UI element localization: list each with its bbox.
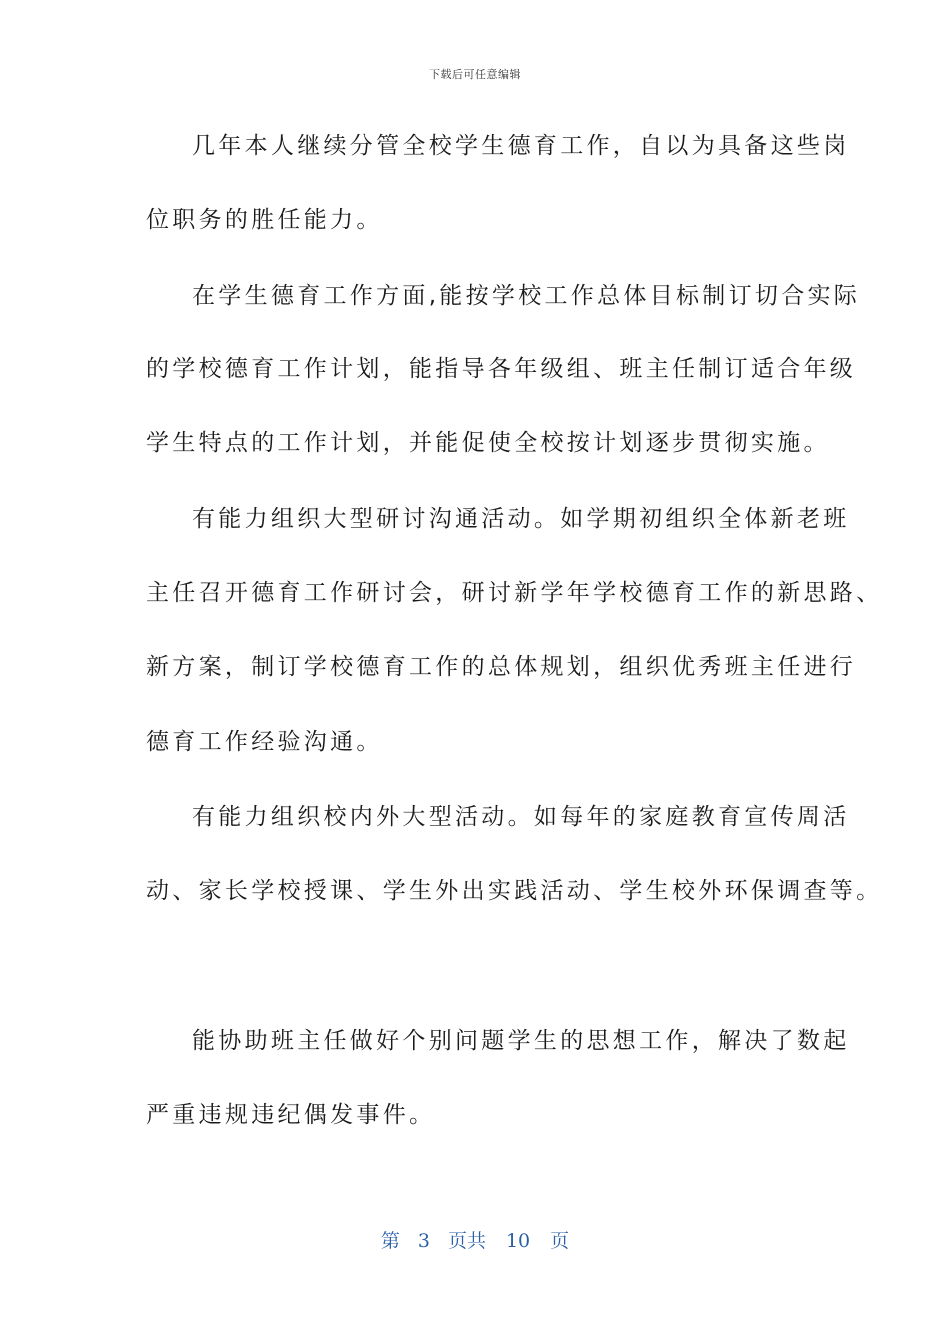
body-line-6: 有能力组织大型研讨沟通活动。如学期初组织全体新老班 bbox=[192, 506, 850, 532]
body-line-8: 新方案，制订学校德育工作的总体规划，组织优秀班主任进行 bbox=[146, 654, 857, 680]
body-line-1: 几年本人继续分管全校学生德育工作，自以为具备这些岗 bbox=[192, 133, 850, 159]
footer-suffix: 页 bbox=[550, 1230, 570, 1252]
footer-middle: 页共 bbox=[447, 1230, 486, 1252]
footer-total-pages: 10 bbox=[505, 1230, 531, 1252]
footer-prefix: 第 bbox=[380, 1230, 400, 1252]
body-line-13: 严重违规违纪偶发事件。 bbox=[146, 1102, 436, 1128]
page-footer bbox=[0, 1226, 950, 1253]
body-line-11: 动、家长学校授课、学生外出实践活动、学生校外环保调查等。 bbox=[146, 878, 883, 904]
page-header: 下载后可任意编辑 bbox=[429, 68, 521, 81]
body-line-2: 位职务的胜任能力。 bbox=[146, 207, 383, 233]
body-line-9: 德育工作经验沟通。 bbox=[146, 729, 383, 755]
body-line-12: 能协助班主任做好个别问题学生的思想工作，解决了数起 bbox=[192, 1028, 850, 1054]
footer-page-number: 3 bbox=[417, 1230, 430, 1252]
body-line-7: 主任召开德育工作研讨会，研讨新学年学校德育工作的新思路、 bbox=[146, 580, 883, 606]
body-line-3: 在学生德育工作方面,能按学校工作总体目标制订切合实际 bbox=[192, 283, 861, 309]
body-line-10: 有能力组织校内外大型活动。如每年的家庭教育宣传周活 bbox=[192, 804, 850, 830]
body-line-5: 学生特点的工作计划，并能促使全校按计划逐步贯彻实施。 bbox=[146, 430, 830, 456]
body-line-4: 的学校德育工作计划，能指导各年级组、班主任制订适合年级 bbox=[146, 356, 857, 382]
